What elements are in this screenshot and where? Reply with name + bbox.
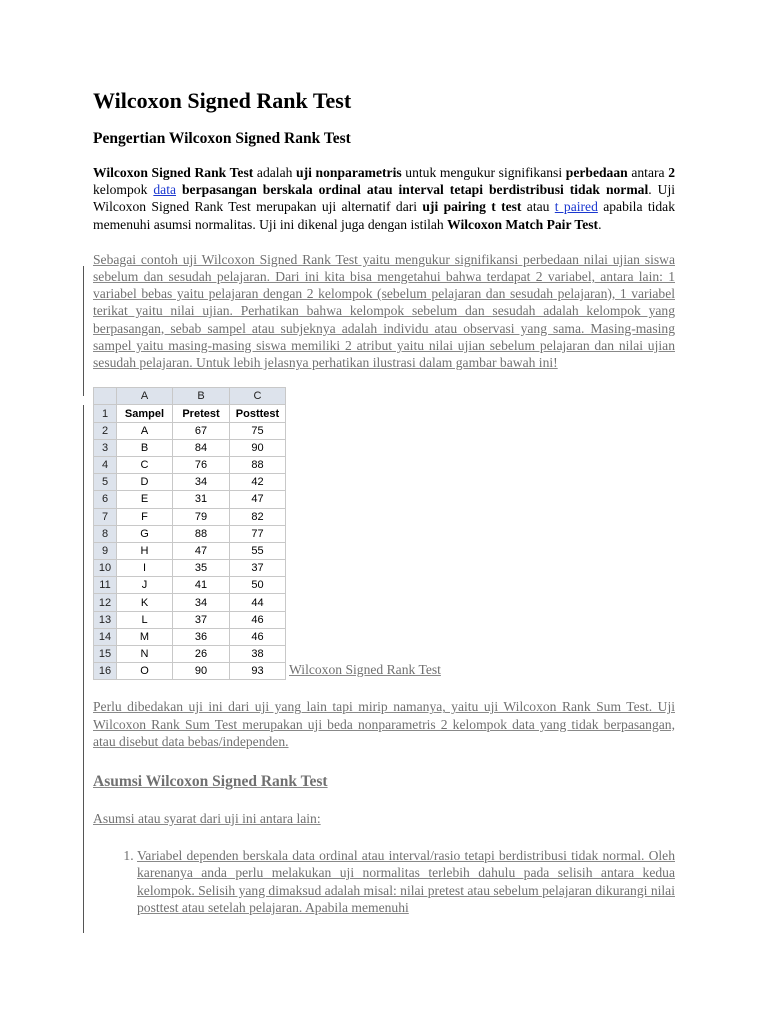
intro-bold: 2	[668, 165, 675, 180]
assumption-list	[93, 847, 675, 916]
assumption-intro-text: Asumsi atau syarat dari uji ini antara lain:	[93, 811, 321, 827]
intro-text: .	[598, 216, 602, 232]
table-cell: 93	[230, 663, 286, 680]
column-letter: A	[117, 388, 173, 405]
t-paired-link[interactable]: t paired	[554, 199, 598, 215]
intro-bold: Wilcoxon Match Pair Test	[447, 216, 599, 232]
table-cell: 26	[173, 646, 230, 663]
table-header-row	[94, 405, 286, 422]
row-number: 5	[94, 474, 117, 491]
figure	[93, 387, 675, 680]
table-cell: 46	[230, 611, 286, 628]
row-number: 11	[94, 577, 117, 594]
table-cell: 67	[173, 422, 230, 439]
table-row	[94, 611, 286, 628]
table-row	[94, 646, 286, 663]
table-row	[94, 594, 286, 611]
table-cell: 77	[230, 525, 286, 542]
header-cell: Sampel	[117, 405, 173, 422]
article-body	[93, 84, 675, 916]
intro-text: antara	[627, 165, 669, 180]
table-cell: 37	[230, 560, 286, 577]
table-row	[94, 508, 286, 525]
section-heading-text: Asumsi Wilcoxon Signed Rank Test	[93, 773, 328, 791]
table-row	[94, 663, 286, 680]
table-cell: E	[117, 491, 173, 508]
spreadsheet-image	[93, 387, 286, 680]
table-cell: 88	[230, 456, 286, 473]
table-row	[94, 439, 286, 456]
example-paragraph	[93, 251, 675, 371]
table-row	[94, 456, 286, 473]
table-cell: I	[117, 560, 173, 577]
table-cell: 44	[230, 594, 286, 611]
table-cell: G	[117, 525, 173, 542]
section-heading	[93, 772, 675, 792]
intro-bold: berpasangan berskala ordinal atau interval tetapi berdistribusi tidak normal	[182, 182, 649, 198]
data-link[interactable]: data	[153, 182, 177, 198]
intro-text: apabila tidak memenuhi asumsi normalitas. Uji ini dikenal juga dengan istilah	[93, 199, 675, 232]
example-text: Sebagai contoh uji Wilcoxon Signed Rank Test yaitu mengukur signifikansi perbedaan nilai ujian siswa sebelum dan sesudah pelajaran. Dari ini kita bisa mengetahui bahwa terdapat 2 variabel, antara lain: 1 variabel bebas yaitu pelajaran dengan 2 kelompok (sebelum pelajaran dan sesudah pelajaran), 1 variabel terikat yaitu nilai ujian. Perhatikan bahwa kelompok sebelum dan sesudah adalah kelompok yang berpasangan, sebab sampel atau subjeknya adalah individu atau observasi yang sama. Masing-masing sampel yaitu masing-masing siswa memiliki 2 atribut yaitu nilai ujian sebelum pelajaran dan nilai ujian sesudah pelajaran. Untuk lebih jelasnya perhatikan ilustrasi dalam gambar bawah ini!	[93, 251, 675, 371]
table-row	[94, 577, 286, 594]
table-cell: M	[117, 628, 173, 645]
table-cell: O	[117, 663, 173, 680]
row-number: 16	[94, 663, 117, 680]
table-cell: F	[117, 508, 173, 525]
row-number: 15	[94, 646, 117, 663]
page-title: Wilcoxon Signed Rank Test	[93, 88, 352, 113]
rank-sum-text: Perlu dibedakan uji ini dari uji yang lain tapi mirip namanya, yaitu uji Wilcoxon Rank Sum Test. Uji Wilcoxon Rank Sum Test merupakan uji beda nonparametris 2 kelompok data yang tidak berpasangan, atau disebut data bebas/independen.	[93, 699, 675, 749]
intro-term: Wilcoxon Signed Rank Test	[93, 165, 254, 180]
table-cell: J	[117, 577, 173, 594]
table-row	[94, 542, 286, 559]
row-number: 4	[94, 456, 117, 473]
column-letter-row	[94, 388, 286, 405]
table-cell: A	[117, 422, 173, 439]
intro-text: . Uji Wilcoxon Signed Rank Test merupakan uji alternatif dari	[93, 182, 675, 215]
table-row	[94, 422, 286, 439]
row-number: 10	[94, 560, 117, 577]
table-cell: B	[117, 439, 173, 456]
column-letter: B	[173, 388, 230, 405]
assumption-intro	[93, 810, 675, 827]
figure-caption: Wilcoxon Signed Rank Test	[289, 662, 441, 678]
table-cell: 47	[173, 542, 230, 559]
table-cell: 75	[230, 422, 286, 439]
row-number: 8	[94, 525, 117, 542]
header-cell: Posttest	[230, 405, 286, 422]
table-cell: 46	[230, 628, 286, 645]
intro-text: kelompok	[93, 182, 154, 198]
row-number: 14	[94, 628, 117, 645]
row-number: 3	[94, 439, 117, 456]
intro-text: atau	[521, 199, 555, 215]
table-cell: L	[117, 611, 173, 628]
row-number: 7	[94, 508, 117, 525]
table-cell: 47	[230, 491, 286, 508]
table-row	[94, 560, 286, 577]
table-cell: 90	[173, 663, 230, 680]
table-cell: K	[117, 594, 173, 611]
table-cell: 88	[173, 525, 230, 542]
row-number: 13	[94, 611, 117, 628]
assumption-text: Variabel dependen berskala data ordinal atau interval/rasio tetapi berdistribusi tidak normal. Oleh karenanya anda perlu melakukan uji normalitas terlebih dahulu pada selisih antara kedua kelompok. Selisih yang dimaksud adalah misal: nilai pretest atau sebelum pelajaran dikurangi nilai posttest atau setelah pelajaran. Apabila memenuhi	[137, 848, 675, 915]
table-cell: 50	[230, 577, 286, 594]
table-cell: 34	[173, 594, 230, 611]
table-cell: 31	[173, 491, 230, 508]
column-letter: C	[230, 388, 286, 405]
row-number: 2	[94, 422, 117, 439]
table-cell: N	[117, 646, 173, 663]
intro-bold: uji nonparametris	[296, 165, 402, 180]
row-number: 9	[94, 542, 117, 559]
table-cell: 35	[173, 560, 230, 577]
table-cell: 42	[230, 474, 286, 491]
table-cell: 55	[230, 542, 286, 559]
table-cell: 36	[173, 628, 230, 645]
table-row	[94, 628, 286, 645]
table-cell: 84	[173, 439, 230, 456]
table-cell: 38	[230, 646, 286, 663]
table-cell: H	[117, 542, 173, 559]
intro-bold: perbedaan	[565, 165, 628, 180]
list-item	[137, 847, 675, 916]
table-cell: 41	[173, 577, 230, 594]
rank-sum-paragraph	[93, 698, 675, 750]
table-row	[94, 491, 286, 508]
header-cell: Pretest	[173, 405, 230, 422]
table-cell: 79	[173, 508, 230, 525]
subtitle: Pengertian Wilcoxon Signed Rank Test	[93, 130, 351, 147]
table-row	[94, 474, 286, 491]
table-cell: D	[117, 474, 173, 491]
intro-bold: uji pairing t test	[422, 199, 522, 215]
row-number: 6	[94, 491, 117, 508]
intro-text: untuk mengukur signifikansi	[401, 165, 566, 180]
left-rule-upper	[83, 266, 84, 396]
table-cell: 76	[173, 456, 230, 473]
table-cell: 90	[230, 439, 286, 456]
table-cell: 34	[173, 474, 230, 491]
sheet-corner	[94, 388, 117, 405]
intro-paragraph	[93, 164, 675, 233]
table-cell: 82	[230, 508, 286, 525]
row-number: 1	[94, 405, 117, 422]
table-row	[94, 525, 286, 542]
intro-text: adalah	[253, 165, 297, 180]
left-rule-lower	[83, 405, 84, 933]
table-cell: C	[117, 456, 173, 473]
table-cell: 37	[173, 611, 230, 628]
row-number: 12	[94, 594, 117, 611]
